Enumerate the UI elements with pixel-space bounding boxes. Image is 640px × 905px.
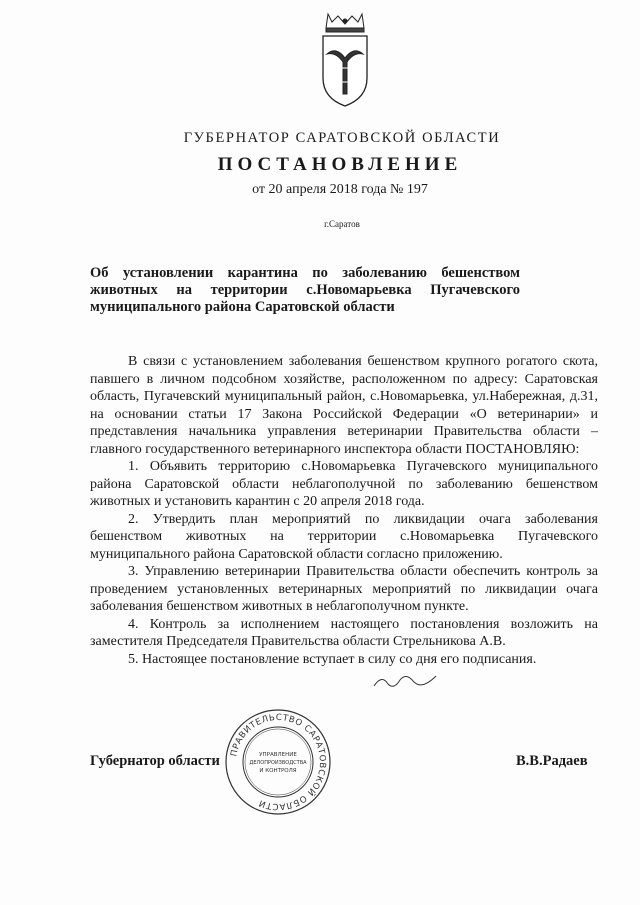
clause-paragraph: 3. Управлению ветеринарии Правительства области обеспечить контроль за проведением установленных ветеринарных мероприятий по ликвидации очага заболевания бешенством животных в неблагополучном пункте. (90, 564, 598, 614)
document-city: г.Саратов (324, 219, 360, 229)
document-body (90, 353, 598, 668)
document-title (90, 265, 520, 316)
official-seal-stamp (223, 707, 333, 817)
clause-paragraph: 2. Утвердить план мероприятий по ликвидации очага заболевания бешенством животных на территории с.Новомарьевка Пугачевского муниципального района Саратовской области согласно приложению. (90, 511, 598, 562)
document-date-number: от 20 апреля 2018 года № 197 (252, 182, 428, 197)
title-line: муниципального района Саратовской области (90, 299, 395, 315)
svg-text:ПРАВИТЕЛЬСТВО САРАТОВСКОЙ ОБЛА: ПРАВИТЕЛЬСТВО САРАТОВСКОЙ ОБЛАСТИ (229, 712, 328, 812)
title-line: Об установлении карантина по заболеванию бешенством (90, 265, 520, 281)
issuing-authority: ГУБЕРНАТОР САРАТОВСКОЙ ОБЛАСТИ (183, 130, 501, 146)
signatory-role: Губернатор области (90, 753, 220, 769)
svg-text:УПРАВЛЕНИЕ: УПРАВЛЕНИЕ (259, 752, 297, 758)
title-line: животных на территории с.Новомарьевка Пугачевского (90, 282, 520, 298)
svg-text:ДЕЛОПРОИЗВОДСТВА: ДЕЛОПРОИЗВОДСТВА (249, 760, 307, 766)
clause-paragraph: 5. Настоящее постановление вступает в силу со дня его подписания. (128, 651, 537, 667)
clause-paragraph: 4. Контроль за исполнением настоящего постановления возложить на заместителя Председателя Правительства области Стрельникова А.В. (90, 616, 598, 649)
svg-text:И КОНТРОЛЯ: И КОНТРОЛЯ (259, 768, 297, 774)
clause-paragraph: 1. Объявить территорию с.Новомарьевка Пугачевского муниципального района Саратовской области неблагополучной по заболеванию бешенством животных и установить карантин с 20 апреля 2018 года. (90, 459, 598, 509)
document-type: ПОСТАНОВЛЕНИЕ (217, 154, 463, 175)
preamble-paragraph: В связи с установлением заболевания бешенством крупного рогатого скота, павшего в личном подсобном хозяйстве, расположенном по адресу: Саратовская область, Пугачевский муниципальный район, с.Новомарьевка, ул.Набережная, д.31, на основании статьи 17 Закона Российской Федерации «О ветеринарии» и представления начальника управления ветеринарии Правительства области – главного государственного ветеринарного инспектора области ПОСТАНОВЛЯЮ: (90, 354, 598, 457)
saratov-coat-of-arms-icon (318, 12, 372, 110)
signatory-name: В.В.Радаев (516, 753, 588, 769)
handwritten-signature (370, 668, 440, 692)
